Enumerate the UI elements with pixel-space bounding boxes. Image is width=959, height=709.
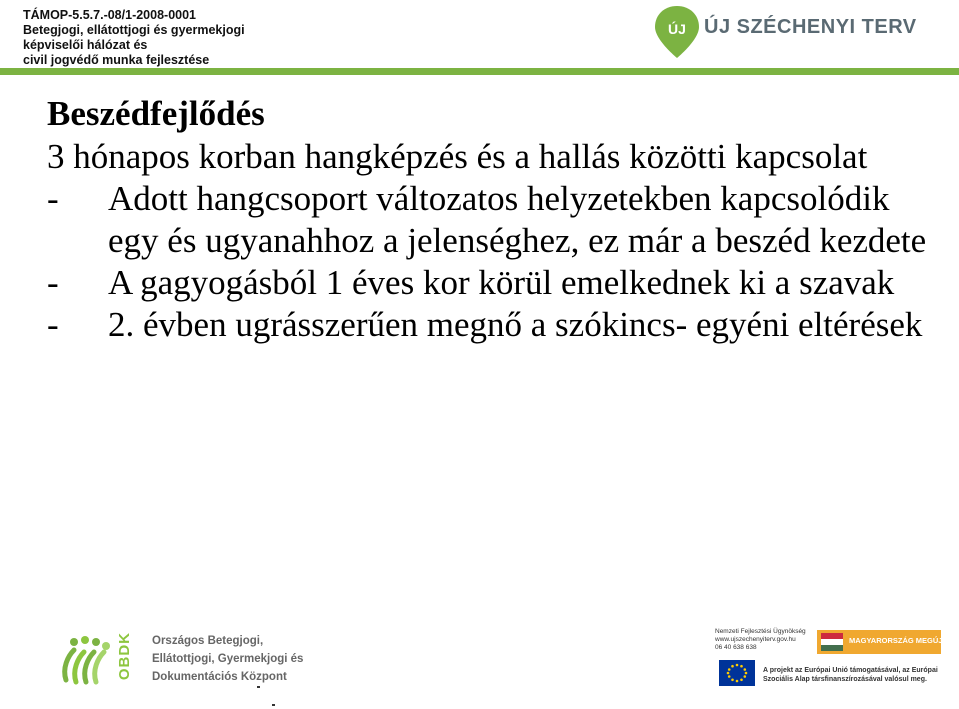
obdk-acronym: OBDK: [116, 632, 133, 681]
eu-line: Szociális Alap társfinanszírozásával valósul meg.: [763, 676, 927, 683]
slide-content: [47, 92, 927, 346]
eu-flag-icon: [719, 660, 755, 686]
bullet-text: A gagyogásból 1 éves kor körül emelkednek ki a szavak: [108, 263, 895, 302]
eu-line: A projekt az Európai Unió támogatásával, az Európai: [763, 667, 938, 674]
slide-title: Beszédfejlődés: [47, 94, 265, 133]
obdk-line: Ellátottjogi, Gyermekjogi és: [152, 653, 304, 665]
eu-funding-text: [763, 666, 938, 684]
project-info: [23, 8, 245, 68]
header-divider: [0, 68, 959, 75]
bullet-dash: -: [47, 263, 59, 302]
obdk-line: Országos Betegjogi,: [152, 635, 264, 647]
nfu-line: 06 40 638 638: [715, 644, 757, 651]
bullet-text: 2. évben ugrásszerűen megnő a szókincs- egyéni eltérések: [108, 305, 923, 344]
bullet-dash: -: [47, 179, 59, 218]
bullet-item: [47, 178, 927, 262]
project-line: képviselői hálózat és: [23, 38, 148, 52]
szechenyi-terv-logo: [652, 4, 952, 60]
eu-funding-block: [707, 624, 953, 694]
obdk-logo: [60, 628, 320, 694]
obdk-line: Dokumentációs Központ: [152, 671, 287, 683]
project-line: TÁMOP-5.5.7.-08/1-2008-0001: [23, 8, 197, 22]
header: [0, 0, 959, 68]
bullet-item: [47, 304, 927, 346]
obdk-emblem-icon: [60, 630, 118, 690]
bullet-text: Adott hangcsoport változatos helyzetekben kapcsolódik egy és ugyanahhoz a jelenséghez, ez már a beszéd kezdete: [108, 179, 927, 260]
project-line: Betegjogi, ellátottjogi és gyermekjogi: [23, 23, 245, 37]
bullet-item: [47, 262, 927, 304]
logo-text-value: ÚJ SZÉCHENYI TERV: [704, 16, 917, 38]
project-line: civil jogvédő munka fejlesztése: [23, 53, 210, 67]
intro-text: 3 hónapos korban hangképzés és a hallás közötti kapcsolat: [47, 137, 868, 176]
nfu-line: www.ujszechenyiterv.gov.hu: [715, 636, 796, 643]
obdk-name: [152, 632, 303, 686]
hungary-badge-label: MAGYARORSZÁG MEGÚJUL: [849, 636, 953, 645]
footer-mark: [272, 704, 275, 706]
footer-mark: [257, 686, 260, 688]
map-pin-icon: [652, 4, 702, 60]
logo-text: [704, 16, 917, 39]
bullet-dash: -: [47, 305, 59, 344]
logo-badge-text: ÚJ: [668, 21, 686, 37]
nfu-line: Nemzeti Fejlesztési Ügynökség: [715, 628, 806, 635]
nfu-info: [715, 628, 806, 652]
